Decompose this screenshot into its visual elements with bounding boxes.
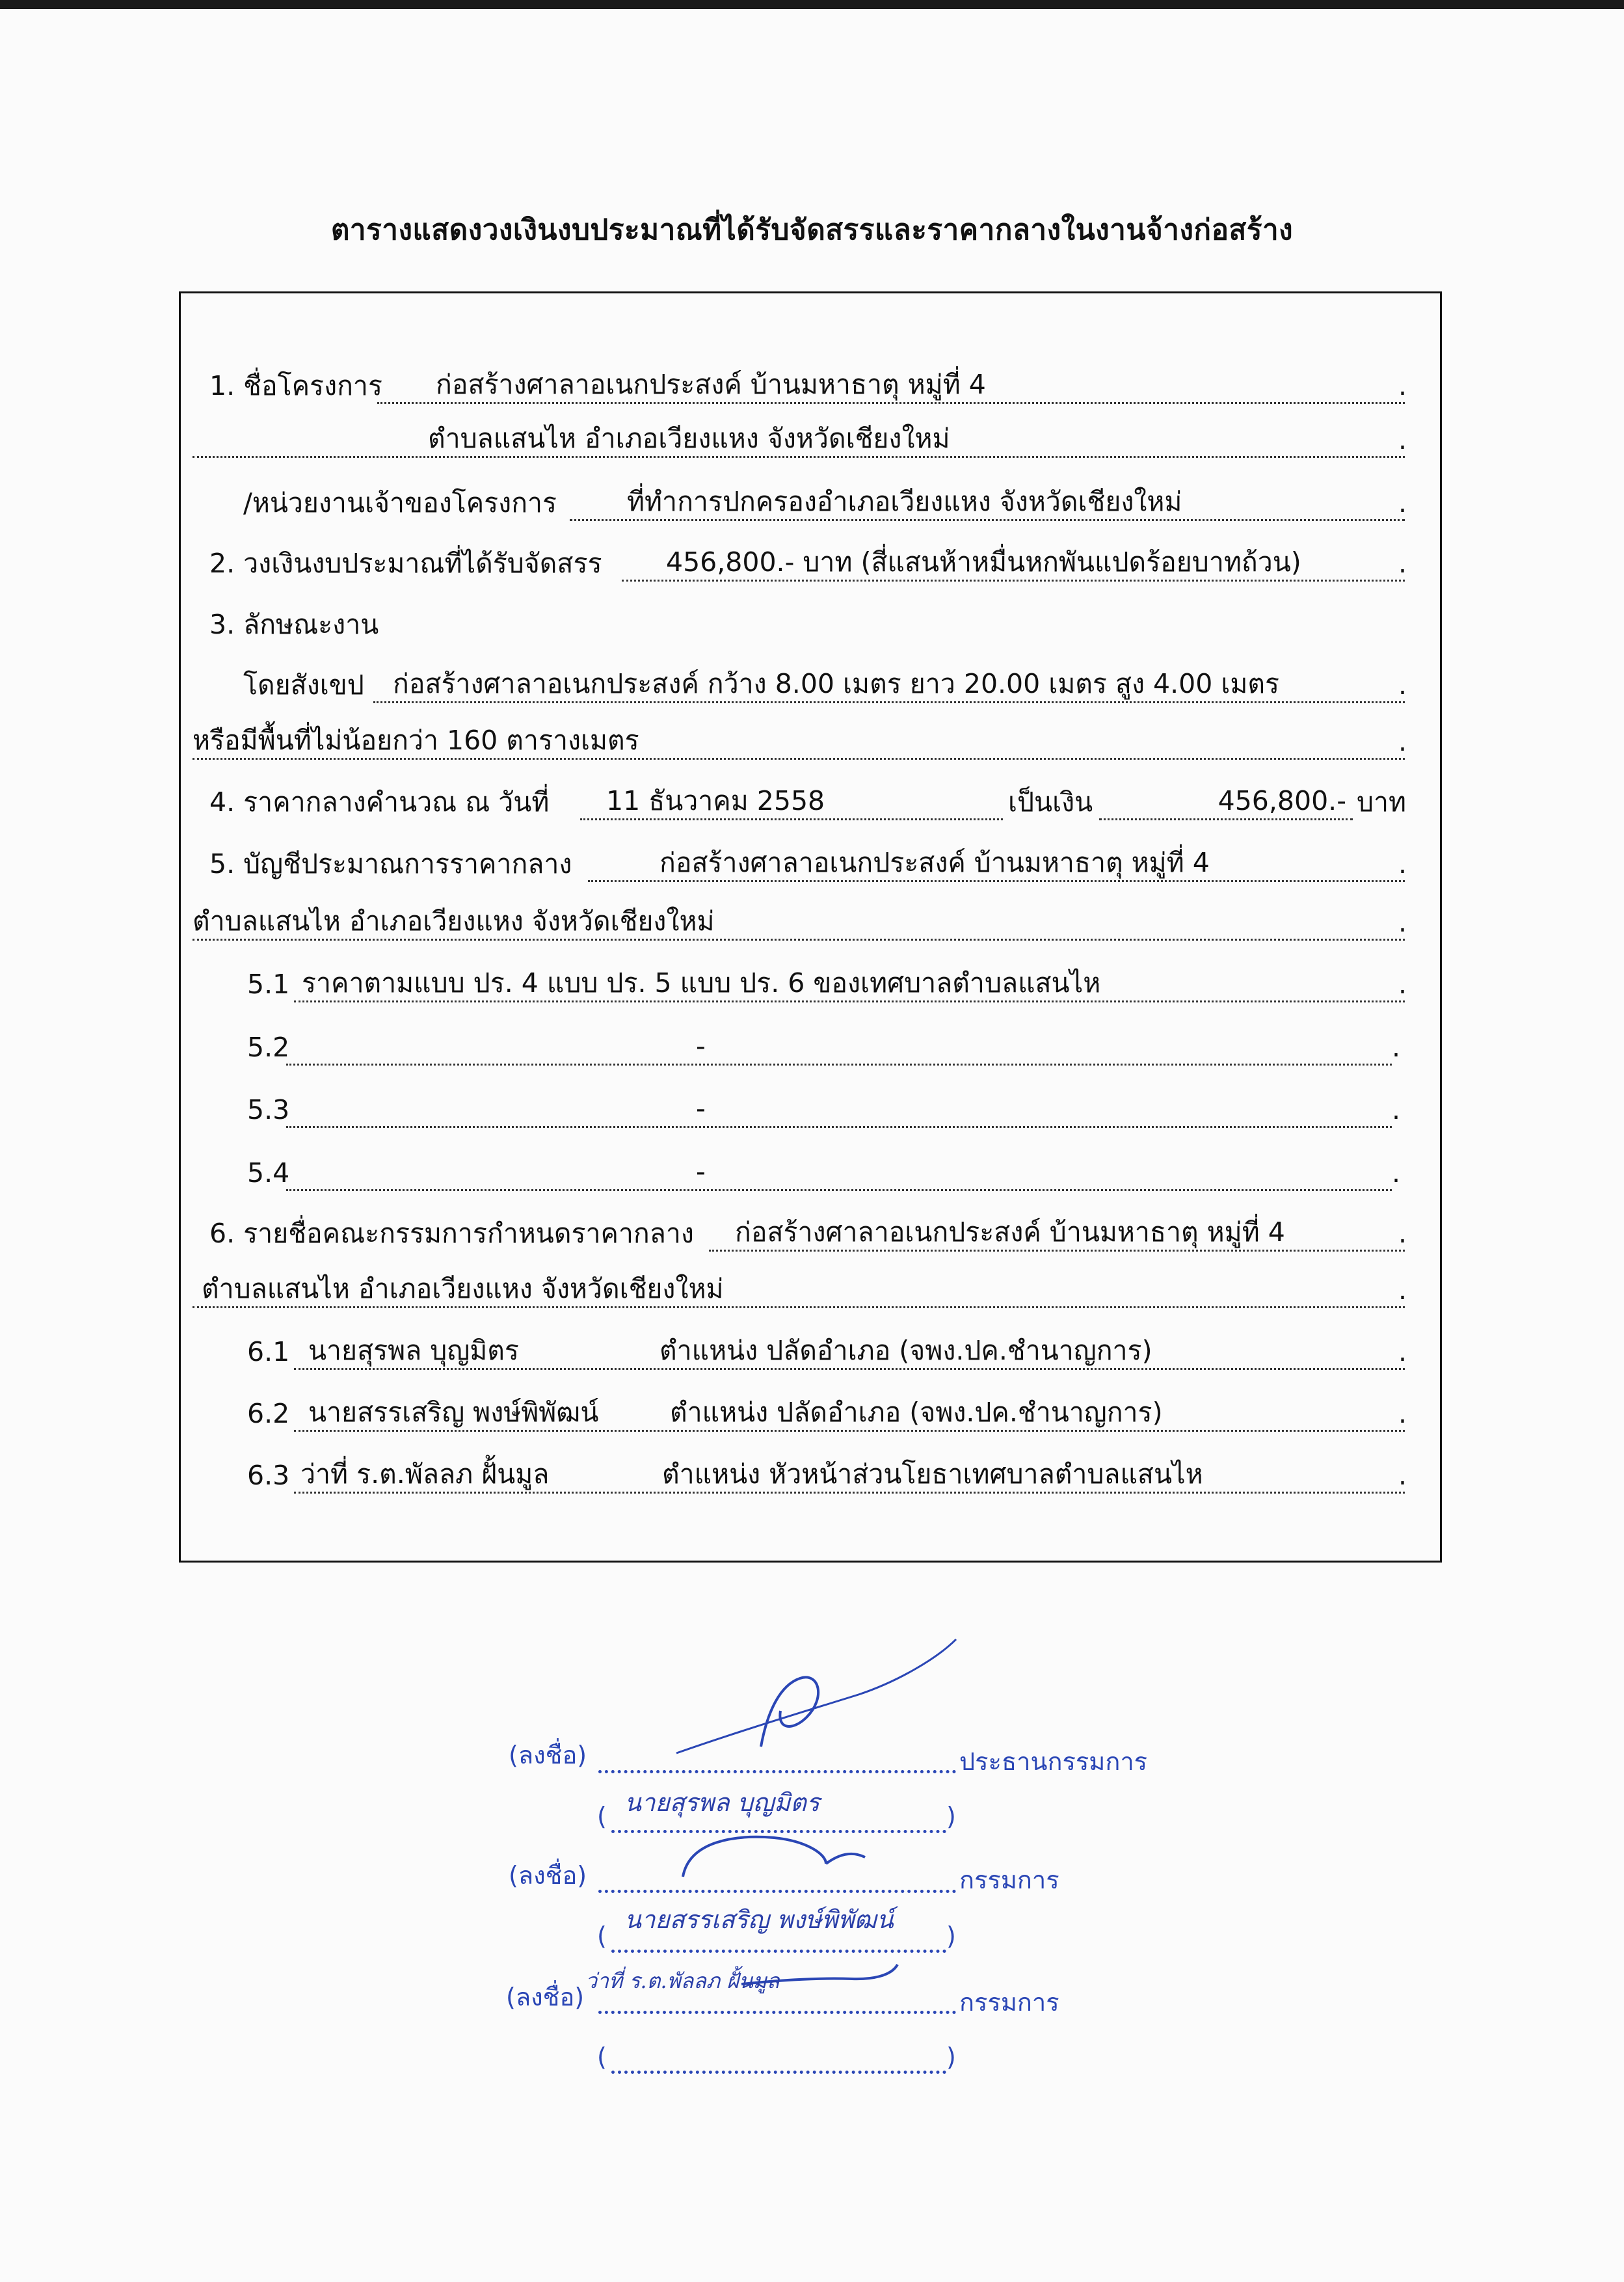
signature-1-line	[598, 1741, 956, 1773]
signature-2-close: )	[946, 1922, 956, 1950]
item4-amount: 456,800.-	[1099, 784, 1353, 820]
signature-1-open: (	[597, 1802, 607, 1831]
signature-2-role: กรรมการ	[959, 1866, 1059, 1894]
item3-summary-label: โดยสังเขป	[243, 669, 364, 701]
document-title: ตารางแสดงวงเงินงบประมาณที่ได้รับจัดสรรและราคากลางในงานจ้างก่อสร้าง	[330, 213, 1294, 247]
signature-3-open: (	[597, 2043, 607, 2071]
item4-date: 11 ธันวาคม 2558	[580, 784, 1003, 820]
signature-2-label: (ลงชื่อ)	[509, 1861, 587, 1890]
signature-2-open: (	[597, 1922, 607, 1950]
item1-owner-value: ที่ทำการปกครองอำเภอเวียงแหง จังหวัดเชียงใหม่	[570, 485, 1405, 521]
item6-2-member: นายสรรเสริญ พงษ์พิพัฒน์ ตำแหน่ง ปลัดอำเภอ (จพง.ปค.ชำนาญการ)	[294, 1395, 1405, 1432]
item6-value-line2: ตำบลแสนไห อำเภอเวียงแหง จังหวัดเชียงใหม่	[193, 1272, 1405, 1308]
item5-label: 5. บัญชีประมาณการราคากลาง	[209, 848, 572, 879]
item5-4-value: -	[286, 1155, 1392, 1191]
item4-amount-label: เป็นเงิน	[1008, 786, 1093, 818]
item6-1-num: 6.1	[247, 1336, 290, 1367]
item5-value-line1: ก่อสร้างศาลาอเนกประสงค์ บ้านมหาธาตุ หมู่ที่ 4	[588, 846, 1405, 882]
item4-label: 4. ราคากลางคำนวณ ณ วันที่	[209, 786, 550, 818]
item1-owner-label: /หน่วยงานเจ้าของโครงการ	[243, 487, 557, 518]
item6-3-member: ว่าที่ ร.ต.พัลลภ ฝั้นมูล ตำแหน่ง หัวหน้าส่วนโยธาเทศบาลตำบลแสนไห	[294, 1457, 1405, 1494]
signature-2-handwritten-name: นายสรรเสริญ พงษ์พิพัฒน์	[624, 1905, 894, 1934]
item5-2-num: 5.2	[247, 1032, 290, 1063]
signature-2-line	[598, 1860, 956, 1893]
item6-label: 6. รายชื่อคณะกรรมการกำหนดราคากลาง	[209, 1218, 694, 1249]
signature-3-name-line	[611, 2041, 946, 2074]
item3-summary-value: ก่อสร้างศาลาอเนกประสงค์ กว้าง 8.00 เมตร ยาว 20.00 เมตร สูง 4.00 เมตร	[373, 667, 1405, 703]
signature-1-handwritten-name: นายสุรพล บุญมิตร	[624, 1788, 820, 1817]
signature-3-handwritten-name: ว่าที่ ร.ต.พัลลภ ฝั้นมูล	[585, 1968, 780, 1993]
item6-1-member: นายสุรพล บุญมิตร ตำแหน่ง ปลัดอำเภอ (จพง.ปค.ชำนาญการ)	[294, 1334, 1405, 1370]
item2-budget-value: 456,800.- บาท (สี่แสนห้าหมื่นหกพันแปดร้อยบาทถ้วน)	[622, 545, 1405, 582]
item6-3-num: 6.3	[247, 1460, 290, 1491]
item5-2-value: -	[286, 1029, 1392, 1066]
item1-project-line2: ตำบลแสนไห อำเภอเวียงแหง จังหวัดเชียงใหม่	[193, 422, 1405, 458]
signature-1-close: )	[946, 1802, 956, 1831]
item5-value-line2: ตำบลแสนไห อำเภอเวียงแหง จังหวัดเชียงใหม่	[193, 904, 1405, 941]
item5-4-num: 5.4	[247, 1157, 290, 1188]
item6-2-num: 6.2	[247, 1398, 290, 1429]
item5-3-value: -	[286, 1092, 1392, 1128]
item5-1-value: ราคาตามแบบ ปร. 4 แบบ ปร. 5 แบบ ปร. 6 ของเทศบาลตำบลแสนไห	[294, 966, 1405, 1002]
signature-1-label: (ลงชื่อ)	[509, 1741, 587, 1769]
item3-label: 3. ลักษณะงาน	[209, 609, 379, 640]
item1-label: 1. ชื่อโครงการ	[209, 370, 382, 401]
item5-3-num: 5.3	[247, 1094, 290, 1125]
signature-3-label: (ลงชื่อ)	[506, 1983, 585, 2011]
item4-unit: บาท	[1357, 786, 1407, 818]
signature-1-role: ประธานกรรมการ	[959, 1747, 1148, 1776]
signature-3-role: กรรมการ	[959, 1988, 1059, 2017]
item5-1-num: 5.1	[247, 969, 290, 1000]
signature-3-close: )	[946, 2043, 956, 2071]
page-top-edge	[0, 0, 1624, 9]
item3-area-value: หรือมีพื้นที่ไม่น้อยกว่า 160 ตารางเมตร	[193, 723, 1405, 760]
item1-project-line1: ก่อสร้างศาลาอเนกประสงค์ บ้านมหาธาตุ หมู่ที่ 4	[377, 368, 1405, 404]
item2-label: 2. วงเงินงบประมาณที่ได้รับจัดสรร	[209, 548, 602, 579]
item6-value-line1: ก่อสร้างศาลาอเนกประสงค์ บ้านมหาธาตุ หมู่ที่ 4	[709, 1215, 1405, 1252]
